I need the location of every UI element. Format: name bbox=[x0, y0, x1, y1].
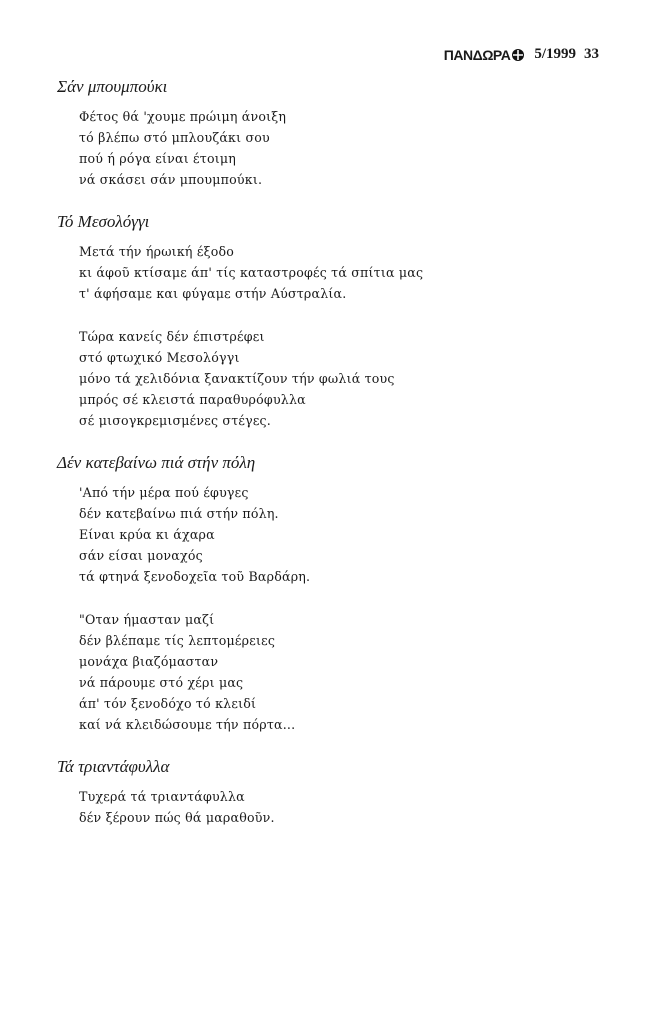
stanza bbox=[79, 482, 617, 587]
poem bbox=[57, 77, 617, 190]
poem-line: 'Από τήν μέρα πού έφυγες bbox=[79, 485, 249, 500]
stanza bbox=[79, 786, 617, 828]
poem-line: Τυχερά τά τριαντάφυλλα bbox=[79, 789, 245, 804]
poem bbox=[57, 453, 617, 735]
poem-line: στό φτωχικό Μεσολόγγι bbox=[79, 350, 240, 365]
poem bbox=[57, 212, 617, 431]
issue-number: 5/1999 bbox=[534, 46, 576, 62]
poem-line: Μετά τήν ήρωική έξοδο bbox=[79, 244, 235, 259]
poem-line: Φέτος θά 'χουμε πρώιμη άνοιξη bbox=[79, 109, 287, 124]
poem bbox=[57, 757, 617, 828]
poem-line: νά πάρουμε στό χέρι μας bbox=[79, 675, 244, 690]
logo-text: ΠΑΝΔΩΡΑ bbox=[443, 46, 511, 63]
stanza bbox=[79, 326, 617, 431]
poem-line: σέ μισογκρεμισμένες στέγες. bbox=[79, 413, 272, 428]
poem-title: Σάν μπουμπούκι bbox=[57, 77, 168, 96]
poem-line: "Οταν ήμασταν μαζί bbox=[79, 612, 215, 627]
stanza bbox=[79, 609, 617, 735]
poem-line: μπρός σέ κλειστά παραθυρόφυλλα bbox=[79, 392, 306, 407]
poem-line: κι άφοῦ κτίσαμε άπ' τίς καταστροφές τά σπίτια μας bbox=[79, 265, 424, 280]
poem-line: Τώρα κανείς δέν έπιστρέφει bbox=[79, 329, 265, 344]
poem-line: νά σκάσει σάν μπουμπούκι. bbox=[79, 172, 263, 187]
poem-title: Δέν κατεβαίνω πιά στήν πόλη bbox=[57, 453, 256, 472]
poem-line: μονάχα βιαζόμασταν bbox=[79, 654, 219, 669]
poem-line: μόνο τά χελιδόνια ξανακτίζουν τήν φωλιά τους bbox=[79, 371, 395, 386]
poem-line: πού ή ρόγα είναι έτοιμη bbox=[79, 151, 236, 166]
poem-collection bbox=[57, 77, 617, 850]
page-header bbox=[444, 46, 599, 63]
poem-line: καί νά κλειδώσουμε τήν πόρτα... bbox=[79, 717, 296, 732]
poem-line: δέν κατεβαίνω πιά στήν πόλη. bbox=[79, 506, 279, 521]
magazine-logo bbox=[444, 47, 527, 63]
poem-line: τό βλέπω στό μπλουζάκι σου bbox=[79, 130, 270, 145]
poem-line: δέν βλέπαμε τίς λεπτομέρειες bbox=[79, 633, 276, 648]
poem-title: Τά τριαντάφυλλα bbox=[57, 757, 170, 776]
poem-line: άπ' τόν ξενοδόχο τό κλειδί bbox=[79, 696, 257, 711]
page-number: 33 bbox=[584, 46, 599, 62]
poem-line: τά φτηνά ξενοδοχεῖα τοῦ Βαρδάρη. bbox=[79, 569, 311, 584]
stanza bbox=[79, 106, 617, 190]
poem-line: τ' άφήσαμε και φύγαμε στήν Αύστραλία. bbox=[79, 286, 347, 301]
stanza bbox=[79, 241, 617, 304]
logo-mark-icon bbox=[511, 48, 525, 62]
poem-title: Τό Μεσολόγγι bbox=[57, 212, 150, 231]
poem-line: Είναι κρύα κι άχαρα bbox=[79, 527, 215, 542]
poem-line: δέν ξέρουν πώς θά μαραθοῦν. bbox=[79, 810, 275, 825]
poem-line: σάν είσαι μοναχός bbox=[79, 548, 203, 563]
